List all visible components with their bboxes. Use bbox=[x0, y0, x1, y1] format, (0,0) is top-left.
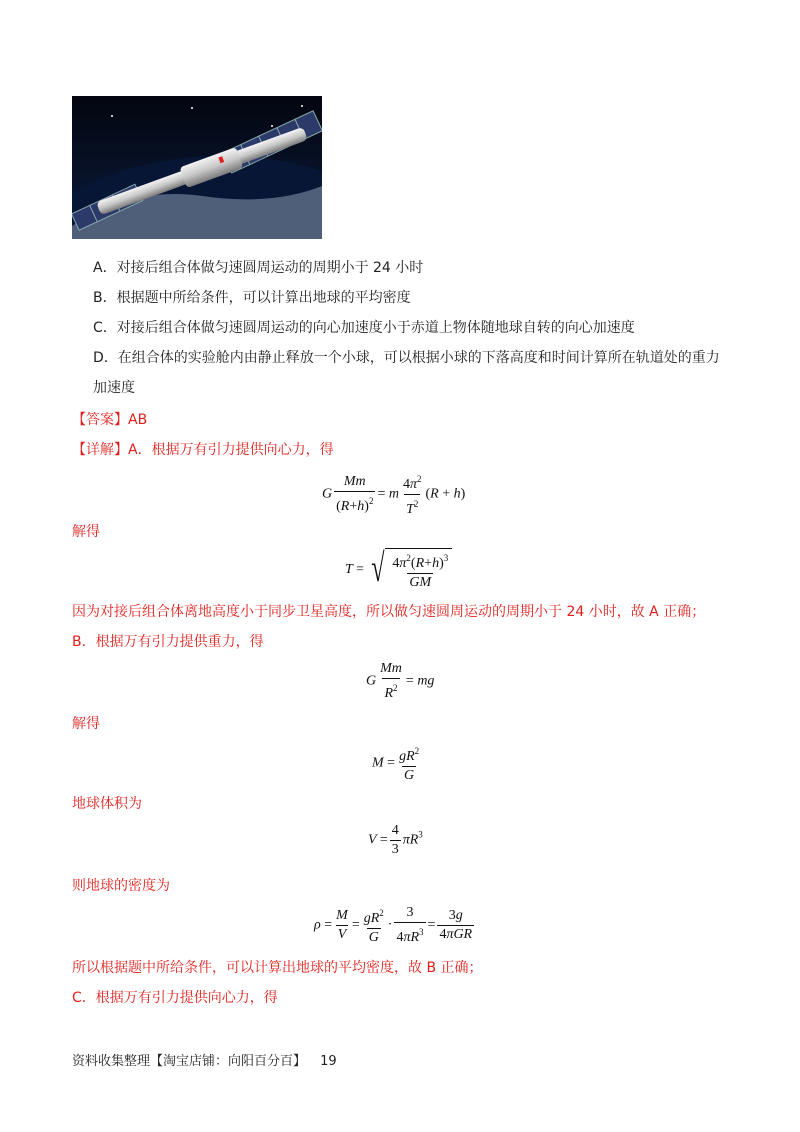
formula-period: T = √ $\frac{4\pi^2(R+h)^3}{GM}$ bbox=[345, 548, 452, 592]
solve-label-2: 解得 bbox=[72, 716, 100, 732]
detail-a-intro bbox=[72, 440, 334, 460]
answer-value: AB bbox=[128, 412, 148, 428]
option-c: C．对接后组合体做匀速圆周运动的向心加速度小于赤道上物体随地球自转的向心加速度 bbox=[93, 320, 635, 336]
volume-intro: 地球体积为 bbox=[72, 796, 142, 812]
formula-gravity-weight: G $\frac{Mm}{R^2}$ = mg bbox=[366, 661, 435, 701]
page-number: 19 bbox=[320, 1054, 337, 1069]
option-b: B．根据题中所给条件，可以计算出地球的平均密度 bbox=[93, 290, 411, 306]
option-d-line1: D．在组合体的实验舱内由静止释放一个小球，可以根据小球的下落高度和时间计算所在轨道处的重力 bbox=[93, 350, 720, 366]
footer bbox=[72, 1052, 337, 1072]
space-station-image bbox=[72, 96, 322, 239]
detail-a-text: A．根据万有引力提供向心力，得 bbox=[128, 442, 334, 458]
footer-text: 资料收集整理【淘宝店铺：向阳百分百】 bbox=[72, 1054, 307, 1069]
formula-density: ρ = $\frac{M}{V}$ = $\frac{gR^2}{G}$ · $\frac{3}{4\pi R^3}$ = $\frac{3g}{\text{4πGR}}$ bbox=[314, 905, 473, 945]
detail-tag: 【详解】 bbox=[72, 442, 128, 458]
answer-tag: 【答案】 bbox=[72, 412, 128, 428]
option-d-line2: 加速度 bbox=[93, 380, 135, 396]
formula-gravity-centripetal: G $\frac{Mm}{(R+h)^2}$ = m $\frac{4\pi^2}{T^2}$ (R + h) bbox=[322, 474, 466, 517]
formula-volume: V = $\frac{4}{3}$ $\pi R^3$ bbox=[368, 823, 423, 857]
detail-b-conclusion: 所以根据题中所给条件，可以计算出地球的平均密度，故 B 正确； bbox=[72, 960, 483, 976]
detail-b-intro: B．根据万有引力提供重力，得 bbox=[72, 634, 264, 650]
answer-line bbox=[72, 410, 147, 430]
formula-mass: M = $\frac{gR^2}{G}$ bbox=[372, 746, 420, 783]
density-intro: 则地球的密度为 bbox=[72, 878, 170, 894]
solve-label-1: 解得 bbox=[72, 524, 100, 540]
detail-a-conclusion: 因为对接后组合体离地高度小于同步卫星高度，所以做匀速圆周运动的周期小于 24 小时，故 A 正确； bbox=[72, 604, 706, 620]
option-a: A．对接后组合体做匀速圆周运动的周期小于 24 小时 bbox=[93, 260, 424, 276]
detail-c-intro: C．根据万有引力提供向心力，得 bbox=[72, 990, 278, 1006]
